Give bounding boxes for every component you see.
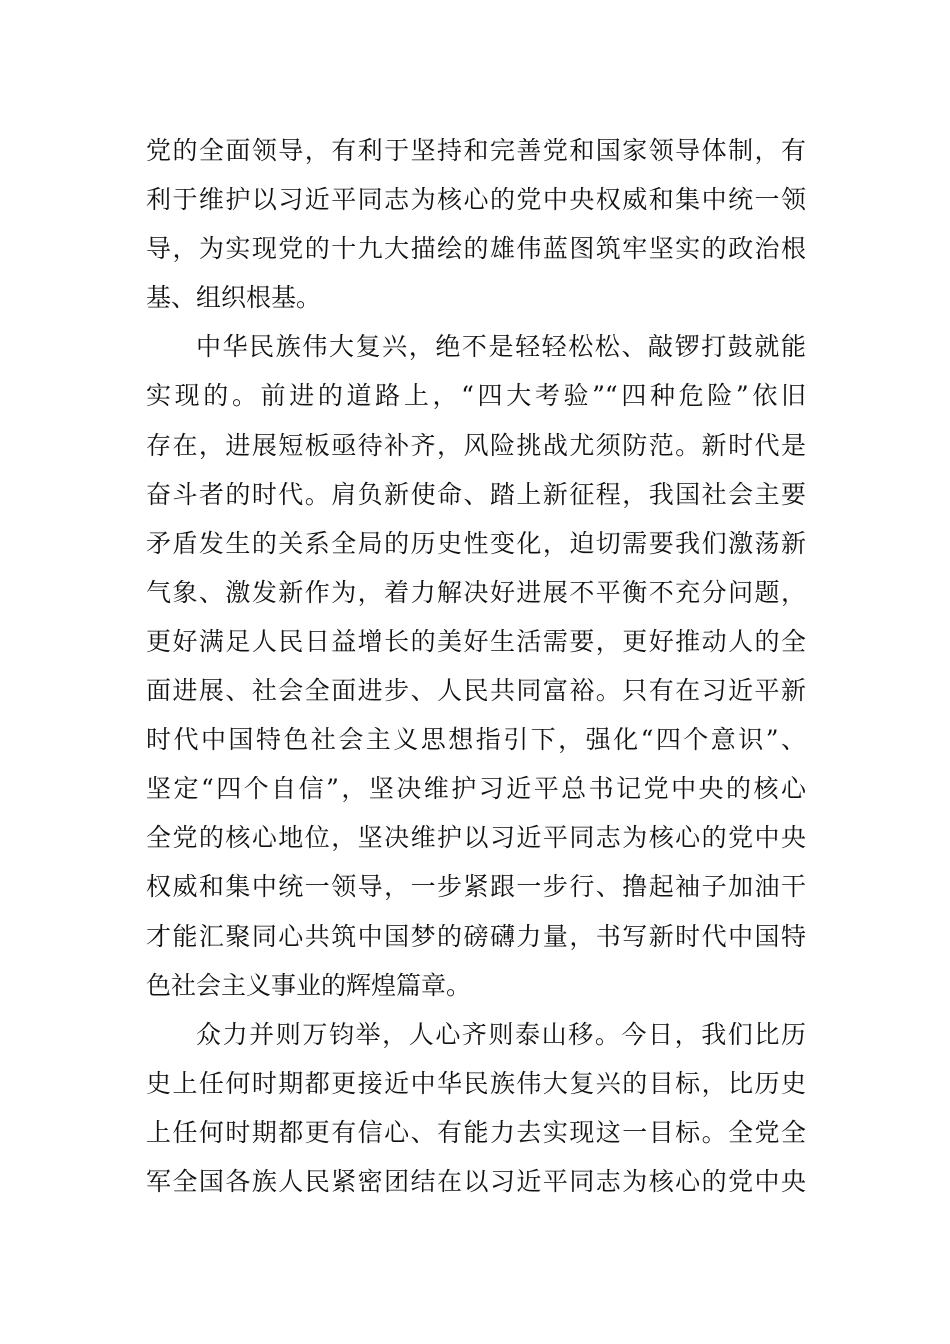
text-line: 实现的。前进的道路上，“四大考验”“四种危险”依旧 — [146, 381, 806, 411]
text-line: 党的全面领导，有利于坚持和完善党和国家领导体制，有 — [146, 136, 806, 165]
text-line: 坚定“四个自信”，坚决维护习近平总书记党中央的核心 — [146, 774, 806, 804]
text-line: 奋斗者的时代。肩负新使命、踏上新征程，我国社会主要 — [146, 479, 806, 509]
text-line: 导，为实现党的十九大描绘的雄伟蓝图筑牢坚实的政治根 — [146, 234, 806, 264]
text-line: 中华民族伟大复兴，绝不是轻轻松松、敲锣打鼓就能 — [196, 332, 806, 362]
text-line: 众力并则万钧举，人心齐则泰山移。今日，我们比历 — [196, 1019, 806, 1049]
text-line: 面进展、社会全面进步、人民共同富裕。只有在习近平新 — [146, 676, 806, 706]
text-line: 矛盾发生的关系全局的历史性变化，迫切需要我们激荡新 — [146, 528, 806, 558]
text-line: 基、组织根基。 — [146, 283, 322, 313]
text-line: 才能汇聚同心共筑中国梦的磅礴力量，书写新时代中国特 — [146, 921, 806, 951]
text-line: 史上任何时期都更接近中华民族伟大复兴的目标，比历史 — [146, 1068, 806, 1098]
text-line: 利于维护以习近平同志为核心的党中央权威和集中统一领 — [146, 185, 806, 215]
text-line: 存在，进展短板亟待补齐，风险挑战尤须防范。新时代是 — [146, 430, 806, 460]
text-line: 全党的核心地位，坚决维护以习近平同志为核心的党中央 — [146, 823, 806, 853]
text-line: 色社会主义事业的辉煌篇章。 — [146, 970, 472, 1000]
document-body — [146, 126, 806, 1206]
text-line: 上任何时期都更有信心、有能力去实现这一目标。全党全 — [146, 1117, 806, 1147]
text-line: 军全国各族人民紧密团结在以习近平同志为核心的党中央 — [146, 1166, 806, 1196]
text-line: 权威和集中统一领导，一步紧跟一步行、撸起袖子加油干 — [146, 872, 806, 902]
text-line: 气象、激发新作为，着力解决好进展不平衡不充分问题， — [146, 577, 806, 607]
text-line: 更好满足人民日益增长的美好生活需要，更好推动人的全 — [146, 626, 806, 656]
text-line: 时代中国特色社会主义思想指引下，强化“四个意识”、 — [146, 725, 806, 755]
